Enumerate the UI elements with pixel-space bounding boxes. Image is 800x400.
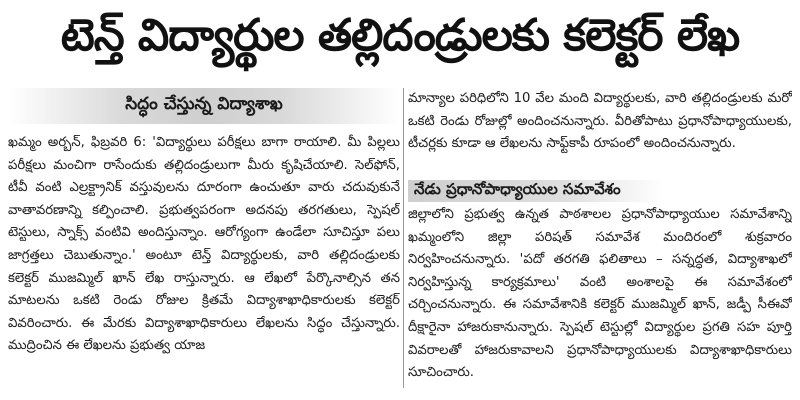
- left-body-text: ఖమ్మం అర్బన్, ఫిబ్రవరి 6: 'విద్యార్థులు పరీక్షలు బాగా రాయాలి. మీ పిల్లలు పరీక్షలు మంచిగా రాసేందుకు తల్లిదండ్రులుగా మీరు కృషిచేయాలి. సెల్‌ఫోన్, టీవీ వంటి ఎల్రక్ట్రానిక్ వస్తువులను దూరంగా ఉంచుతూ వారు చదువుకునే వాతావరణాన్ని కల్పించాలి. ప్రభుత్వపరంగా అదనపు తరగతులు, స్పెషల్ టెస్టులు, స్నాక్స్ వంటివి అందిస్తున్నాం. ఆరోగ్యంగా ఉండేలా సూచిస్తూ పలు జాగ్రత్తలు చెబుతున్నాం.' అంటూ టెన్త్ విద్యార్థులకు, వారి తల్లిదండ్రులకు కలెక్టర్ ముజమ్మిల్ ఖాన్ లేఖ రాస్తున్నారు. ఆ లేఖలో పేర్కొనాల్సిన తన మాటలను ఒకటి రెండు రోజుల క్రితమే విద్యాశాఖాధికారులకు కలెక్టర్ వివరించారు. ఈ మేరకు విద్యాశాఖాధికారులు లేఖలను సిద్ధం చేస్తున్నారు. ముద్రించిన ఈ లేఖలను ప్రభుత్వ యాజ: [8, 135, 400, 354]
- headline: టెన్త్ విద్యార్థుల తల్లిదండ్రులకు కలెక్టర్ లేఖ: [60, 10, 740, 61]
- left-column: [8, 88, 400, 393]
- right-subheading: నేడు ప్రధానోపాధ్యాయుల సమావేశం: [408, 180, 664, 202]
- left-subheading: సిద్ధం చేస్తున్న విద్యాశాఖ: [8, 88, 400, 124]
- right-body-text-2: జిల్లాలోని ప్రభుత్వ ఉన్నత పాఠశాలల ప్రధానోపాధ్యాయుల సమావేశాన్ని ఖమ్మంలోని జిల్లా పరిషత్ సమావేశ మందిరంలో శుక్రవారం నిర్వహించనున్నారు. 'పదో తరగతి ఫలితాలు – సన్నద్ధత, విద్యాశాఖలో నిర్వహిస్తున్న కార్యక్రమాలు' వంటి అంశాలపై ఈ సమావేశంలో చర్చించనున్నారు. ఈ సమావేశానికి కలెక్టర్ ముజమ్మిల్ ఖాన్, జడ్పీ సీఈవో దీక్షారైనా హాజరుకానున్నారు. స్పెషల్ టెస్టుల్లో విద్యార్థుల ప్రగతి సహ పూర్తి వివరాలతో హాజరుకావాలని ప్రధానోపాధ్యాయులకు విద్యాశాఖాధికారులు సూచించారు.: [408, 207, 792, 381]
- right-body-text-1: మాన్యాల పరిధిలోని 10 వేల మంది విద్యార్థులకు, వారి తల్లిదండ్రులకు మరో ఒకటి రెండు రోజుల్లో అందించనున్నారు. వీరితోపాటు ప్రధానోపాధ్యాయులకు, టీచర్లకు కూడా ఆ లేఖలను సాఫ్ట్‌కాపీ రూపంలో అందించనున్నారు.: [408, 91, 792, 152]
- right-column: [408, 88, 792, 393]
- column-divider: [403, 88, 404, 388]
